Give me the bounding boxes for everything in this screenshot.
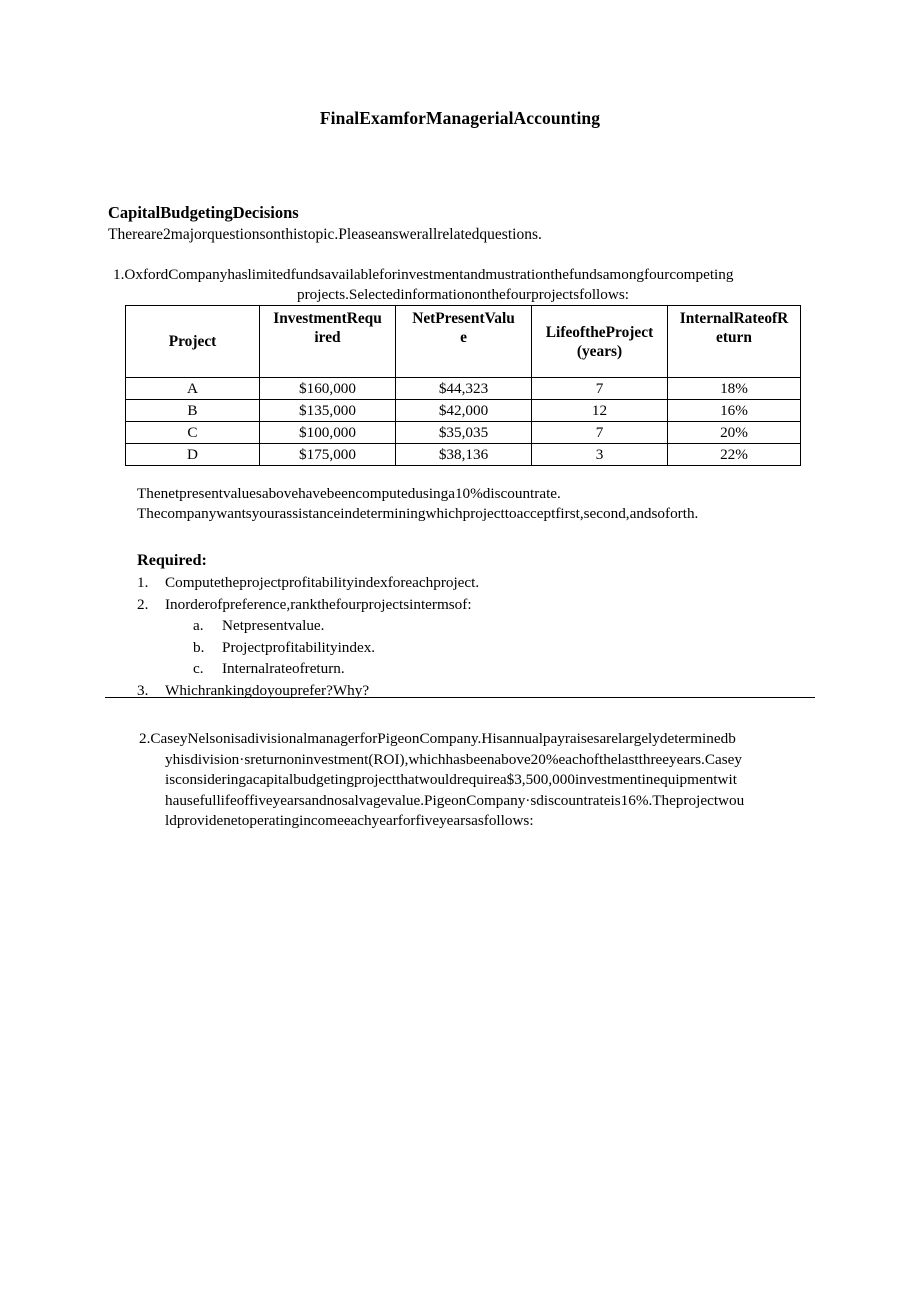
cell-irr: 20% (668, 422, 801, 444)
question-2-line-1: 2.CaseyNelsonisadivisionalmanagerforPigeonCompany.Hisannualpayraisesarelargelydeterminedb (139, 730, 736, 747)
list-marker: b. (193, 638, 205, 656)
projects-table-body (126, 378, 801, 466)
cell-project: D (126, 444, 260, 466)
list-item-text: Whichrankingdoyouprefer?Why? (165, 681, 370, 699)
list-item-text: Inorderofpreference,rankthefourprojectsintermsof: (165, 595, 472, 613)
list-marker: a. (193, 617, 204, 634)
column-header-npv-line-2: e (460, 329, 467, 346)
projects-table-header (126, 306, 801, 378)
list-item (137, 594, 797, 616)
cell-life: 7 (532, 378, 668, 400)
cell-npv: $38,136 (396, 444, 532, 466)
section-divider (105, 697, 815, 698)
note-discount-rate: Thenetpresentvaluesabovehavebeencomputedusinga10%discountrate. (137, 485, 561, 502)
cell-project: A (126, 378, 260, 400)
list-marker: 1. (137, 574, 149, 591)
list-marker: 2. (137, 595, 149, 613)
column-header-investment-required (260, 306, 396, 378)
column-header-project: Project (126, 306, 260, 378)
list-item-text: Computetheprojectprofitabilityindexforeachproject. (165, 574, 480, 591)
question-2-line-4: hausefullifeoffiveyearsandnosalvagevalue.PigeonCompany·sdiscountrateis16%.Theprojectwou (165, 791, 745, 809)
page-title: FinalExamforManagerialAccounting (319, 108, 601, 128)
question-1-intro-line-2: projects.Selectedinformationonthefourprojectsfollows: (297, 286, 629, 303)
cell-investment: $160,000 (260, 378, 396, 400)
table-notes (137, 484, 698, 524)
cell-irr: 16% (668, 400, 801, 422)
column-header-investment-line-1: InvestmentRequ (273, 310, 382, 327)
column-header-life-line-2: (years) (576, 342, 623, 360)
cell-irr: 18% (668, 378, 801, 400)
list-marker: c. (193, 660, 204, 677)
list-item (137, 615, 797, 637)
question-2-line-2: yhisdivision·sreturnoninvestment(ROI),whichhasbeenabove20%eachofthelastthreeyears.Casey (165, 750, 742, 768)
question-2-paragraph (139, 729, 819, 832)
table-row (126, 400, 801, 422)
section-subtext: Thereare2majorquestionsonthistopic.Pleaseanswerallrelatedquestions. (108, 226, 542, 243)
cell-investment: $175,000 (260, 444, 396, 466)
column-header-irr-line-2: eturn (716, 329, 752, 346)
list-marker: 3. (137, 681, 149, 699)
note-company-request: Thecompanywantsyourassistanceindeterminingwhichprojecttoacceptfirst,second,andsoforth. (137, 505, 699, 522)
cell-npv: $44,323 (396, 378, 532, 400)
column-header-net-present-value (396, 306, 532, 378)
column-header-irr-line-1: InternalRateofR (679, 310, 789, 327)
table-row (126, 422, 801, 444)
column-header-life-line-1: LifeoftheProject (545, 323, 654, 341)
required-heading: Required: (137, 551, 207, 569)
required-list (137, 572, 797, 701)
cell-life: 12 (532, 400, 668, 422)
column-header-investment-line-2: ired (314, 329, 341, 346)
cell-project: C (126, 422, 260, 444)
cell-investment: $100,000 (260, 422, 396, 444)
question-2-line-5: ldprovidenetoperatingincomeeachyearforfiveyearsasfollows: (165, 812, 534, 829)
cell-npv: $42,000 (396, 400, 532, 422)
column-header-npv-line-1: NetPresentValu (412, 310, 515, 327)
cell-life: 7 (532, 422, 668, 444)
table-header-row (126, 306, 801, 378)
cell-life: 3 (532, 444, 668, 466)
cell-irr: 22% (668, 444, 801, 466)
column-header-internal-rate-of-return (668, 306, 801, 378)
projects-table (125, 305, 801, 466)
column-header-life-of-project (532, 306, 668, 378)
cell-investment: $135,000 (260, 400, 396, 422)
question-1-intro (113, 265, 813, 305)
list-item (137, 658, 797, 680)
list-item-text: Internalrateofreturn. (222, 660, 345, 677)
question-1-intro-line-1: 1.OxfordCompanyhaslimitedfundsavailableforinvestmentandmustrationthefundsamongfourcompeting (113, 266, 734, 283)
table-row (126, 444, 801, 466)
question-2-line-3: isconsideringacapitalbudgetingprojectthatwouldrequirea$3,500,000investmentinequipmentwit (165, 771, 737, 788)
section-heading-capital-budgeting: CapitalBudgetingDecisions (108, 203, 299, 222)
list-item (137, 637, 797, 659)
required-sublist (137, 615, 797, 680)
cell-npv: $35,035 (396, 422, 532, 444)
list-item (137, 572, 797, 594)
cell-project: B (126, 400, 260, 422)
list-item-text: Netpresentvalue. (222, 617, 325, 634)
table-row (126, 378, 801, 400)
list-item-text: Projectprofitabilityindex. (222, 638, 376, 656)
